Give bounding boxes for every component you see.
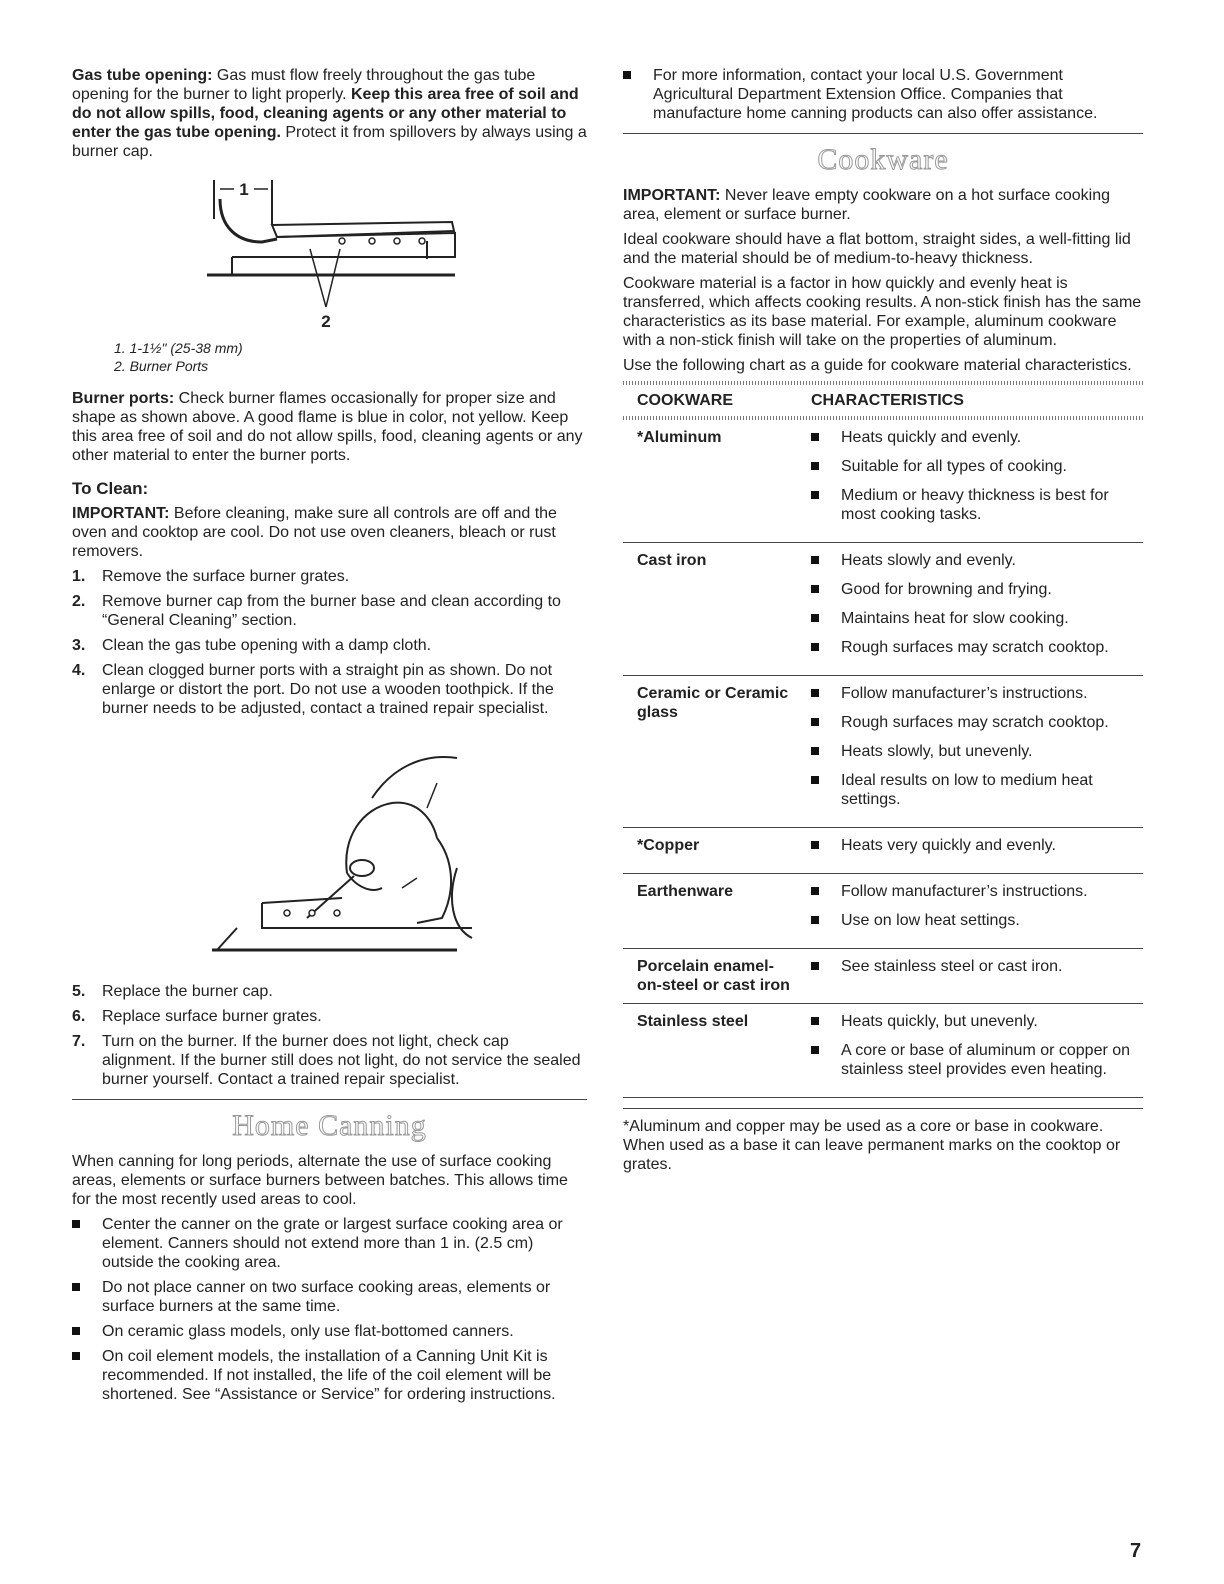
list-item: Maintains heat for slow cooking. (811, 609, 1143, 628)
table-header-row (623, 385, 1143, 416)
list-item: 3. Clean the gas tube opening with a damp cloth. (72, 637, 432, 654)
list-item: Do not place canner on two surface cooking areas, elements or surface burners at the same time. (72, 1278, 587, 1316)
list-item: Heats very quickly and evenly. (811, 836, 1143, 855)
cookware-material: Porcelain enamel-on-steel or cast iron (623, 949, 797, 1004)
cookware-material: Stainless steel (623, 1004, 797, 1098)
cookware-material: Earthenware (623, 874, 797, 949)
section-divider (623, 133, 1143, 134)
caption-line: 2. Burner Ports (114, 358, 209, 374)
table-row (623, 874, 1143, 949)
cookware-material: Cast iron (623, 543, 797, 676)
list-item: Heats quickly and evenly. (811, 428, 1143, 447)
list-item: A core or base of aluminum or copper on stainless steel provides even heating. (811, 1041, 1143, 1079)
list-item: On ceramic glass models, only use flat-bottomed canners. (72, 1322, 587, 1341)
home-canning-intro: When canning for long periods, alternate the use of surface cooking areas, elements or surface burners between batches. This allows time for the most recently used areas to cool. (72, 1153, 568, 1208)
cookware-characteristics (797, 874, 1143, 949)
list-item: 4. Clean clogged burner ports with a straight pin as shown. Do not enlarge or distort the port. Do not use a wooden toothpick. If the burner needs to be adjusted, contact a trained repair specialist. (72, 662, 554, 717)
list-item: 1. Remove the surface burner grates. (72, 568, 350, 585)
cookware-characteristics (797, 828, 1143, 874)
cookware-characteristics (797, 949, 1143, 1004)
list-item: 2. Remove burner cap from the burner base and clean according to “General Cleaning” section. (72, 593, 561, 629)
gas-tube-paragraph: Gas tube opening: Gas must flow freely throughout the gas tube opening for the burner to light properly. Keep this area free of soil and do not allow spills, food, cleaning agents or any other material to enter the gas tube opening. Protect it from spillovers by always using a burner cap. (72, 67, 587, 160)
list-item: Use on low heat settings. (811, 911, 1143, 930)
cookware-material: *Copper (623, 828, 797, 874)
home-canning-heading: Home Canning (232, 1109, 427, 1142)
cookware-characteristics (797, 543, 1143, 676)
cookware-characteristics (797, 676, 1143, 828)
list-item: Center the canner on the grate or largest surface cooking area or element. Canners should not extend more than 1 in. (2.5 cm) outside the cooking area. (72, 1215, 587, 1272)
cookware-footnote: *Aluminum and copper may be used as a core or base in cookware. When used as a base it can leave permanent marks on the cooktop or grates. (623, 1108, 1143, 1174)
list-item: 7. Turn on the burner. If the burner does not light, check cap alignment. If the burner still does not light, do not service the sealed burner yourself. Contact a trained repair specialist. (72, 1033, 581, 1088)
hand-pin-illustration (72, 728, 587, 968)
table-row (623, 676, 1143, 828)
callout-1: 1 (239, 180, 249, 199)
list-item: Rough surfaces may scratch cooktop. (811, 638, 1143, 657)
more-info-bullet (623, 66, 1143, 123)
page-number: 7 (1130, 1540, 1142, 1562)
home-canning-bullets (72, 1215, 587, 1404)
figure-caption (72, 339, 587, 375)
list-item: Rough surfaces may scratch cooktop. (811, 713, 1143, 732)
cleaning-steps-b (72, 982, 587, 1089)
callout-2: 2 (321, 312, 331, 331)
cookware-paragraph: Cookware material is a factor in how quickly and evenly heat is transferred, which affects cooking results. A non-stick finish has the same characteristics as its base material. For example, aluminum cookware with a non-stick finish will take on the properties of aluminum. (623, 275, 1142, 349)
list-item: For more information, contact your local U.S. Government Agricultural Department Extension Office. Companies that manufacture home canning products can also offer assistance. (623, 66, 1143, 123)
list-item: Medium or heavy thickness is best for most cooking tasks. (811, 486, 1143, 524)
section-divider (72, 1099, 587, 1100)
table-row (623, 420, 1143, 543)
cookware-material: *Aluminum (637, 429, 722, 446)
table-row (623, 543, 1143, 676)
burner-diagram (72, 167, 587, 339)
to-clean-heading: To Clean: (72, 479, 149, 498)
burner-ports-paragraph: Burner ports: Check burner flames occasionally for proper size and shape as shown above. A good flame is blue in color, not yellow. Keep this area free of soil and do not allow spills, food, cleaning agents or any other material to enter the burner ports. (72, 390, 583, 464)
list-item: Heats slowly, but unevenly. (811, 742, 1143, 761)
column-header: COOKWARE (637, 392, 733, 409)
list-item: 5. Replace the burner cap. (72, 983, 273, 1000)
column-header: CHARACTERISTICS (811, 392, 964, 409)
list-item: Good for browning and frying. (811, 580, 1143, 599)
cookware-characteristics (797, 1004, 1143, 1098)
left-column (72, 66, 587, 1410)
list-item: Ideal results on low to medium heat settings. (811, 771, 1143, 809)
list-item: Suitable for all types of cooking. (811, 457, 1143, 476)
list-item: Heats slowly and evenly. (811, 551, 1143, 570)
cookware-material: Ceramic or Ceramic glass (623, 676, 797, 828)
list-item: Follow manufacturer’s instructions. (811, 882, 1143, 901)
list-item: Heats quickly, but unevenly. (811, 1012, 1143, 1031)
cookware-paragraph: Ideal cookware should have a flat bottom, straight sides, a well-fitting lid and the material should be of medium-to-heavy thickness. (623, 231, 1131, 267)
list-item: On coil element models, the installation of a Canning Unit Kit is recommended. If not installed, the life of the coil element will be shortened. See “Assistance or Service” for ordering instructions. (72, 1347, 587, 1404)
caption-line: 1. 1-1½" (25-38 mm) (114, 340, 243, 356)
right-column (623, 66, 1143, 1174)
to-clean-important: IMPORTANT: Before cleaning, make sure all controls are off and the oven and cooktop are cool. Do not use oven cleaners, bleach or rust removers. (72, 505, 557, 560)
burner-illustration (72, 167, 587, 339)
cleaning-diagram (72, 728, 587, 968)
list-item: Follow manufacturer’s instructions. (811, 684, 1143, 703)
cookware-characteristics (797, 420, 1143, 543)
cookware-heading: Cookware (817, 143, 949, 176)
table-row (623, 828, 1143, 874)
list-item: 6. Replace surface burner grates. (72, 1008, 322, 1025)
cookware-table (623, 385, 1143, 1098)
list-item: See stainless steel or cast iron. (811, 957, 1143, 976)
gas-tube-label: Gas tube opening: (72, 67, 213, 84)
table-row (623, 1004, 1143, 1098)
cookware-important: IMPORTANT: Never leave empty cookware on a hot surface cooking area, element or surface burner. (623, 187, 1111, 223)
cleaning-steps-a (72, 567, 587, 718)
cookware-paragraph: Use the following chart as a guide for cookware material characteristics. (623, 357, 1132, 374)
table-row (623, 949, 1143, 1004)
